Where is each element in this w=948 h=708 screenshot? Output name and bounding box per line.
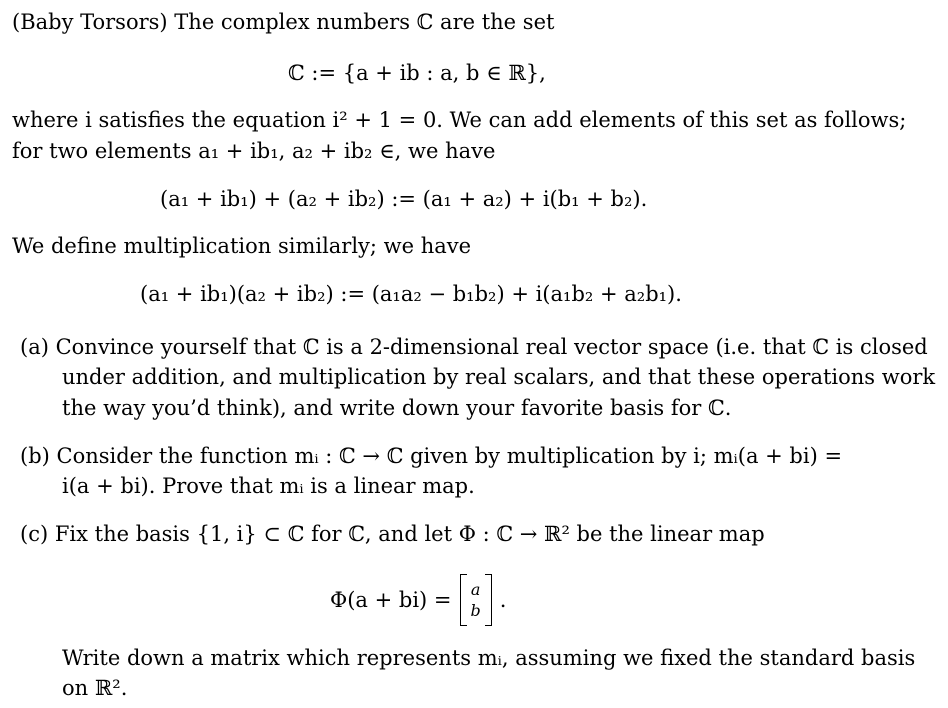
vector-entry-b: b <box>470 601 481 620</box>
multiplication-intro: We define multiplication similarly; we have <box>12 234 472 258</box>
paragraph-line-1: where i satisfies the equation i² + 1 = 0. We can add elements of this set as follows; <box>12 108 907 132</box>
part-c-line-1: (c) Fix the basis {1, i} ⊂ ℂ for ℂ, and let Φ : ℂ → ℝ² be the linear map <box>20 522 765 546</box>
part-a-line-1: (a) Convince yourself that ℂ is a 2-dimensional real vector space (i.e. that ℂ is closed <box>20 335 928 359</box>
phi-lhs: Φ(a + bi) = <box>330 588 452 612</box>
part-c-final-line-2: on ℝ². <box>62 676 128 700</box>
right-bracket <box>485 574 492 626</box>
part-c-final-line-1: Write down a matrix which represents mᵢ, assuming we fixed the standard basis <box>62 646 916 670</box>
part-a-line-3: the way you’d think), and write down your favorite basis for ℂ. <box>62 396 732 420</box>
part-b-line-2: i(a + bi). Prove that mᵢ is a linear map. <box>62 474 475 498</box>
addition-rule: (a₁ + ib₁) + (a₂ + ib₂) := (a₁ + a₂) + i(b₁ + b₂). <box>160 187 648 211</box>
part-a-line-2: under addition, and multiplication by real scalars, and that these operations work <box>62 365 936 389</box>
column-vector <box>460 574 492 626</box>
vector-entry-a: a <box>470 580 481 599</box>
intro-line: (Baby Torsors) The complex numbers ℂ are the set <box>12 10 555 34</box>
vector-entries <box>467 579 485 621</box>
multiplication-rule: (a₁ + ib₁)(a₂ + ib₂) := (a₁a₂ − b₁b₂) + i(a₁b₂ + a₂b₁). <box>140 282 682 306</box>
part-b-line-1: (b) Consider the function mᵢ : ℂ → ℂ given by multiplication by i; mᵢ(a + bi) = <box>20 444 843 468</box>
paragraph-line-2: for two elements a₁ + ib₁, a₂ + ib₂ ∈, we have <box>12 139 496 163</box>
phi-definition <box>330 570 506 630</box>
phi-period: . <box>499 588 507 612</box>
left-bracket <box>460 574 467 626</box>
set-definition: ℂ := {a + ib : a, b ∈ ℝ}, <box>288 61 546 85</box>
